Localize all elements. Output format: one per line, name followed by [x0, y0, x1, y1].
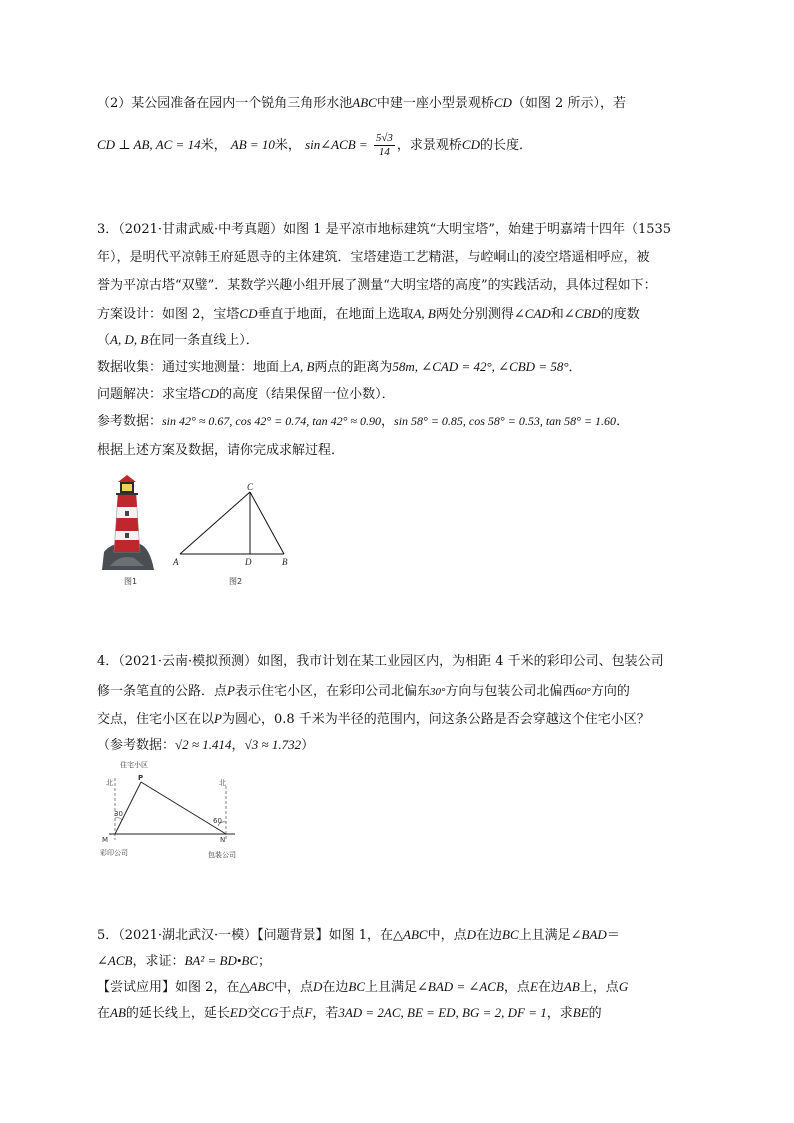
q2-line-2: CD ⊥ AB, AC = 14米， AB = 10米， sin∠ACB = $\frac{5√3}{14}$ ，求景观桥CD的长度．	[97, 132, 532, 158]
q4-line-2: 修一条笔直的公路．点P表示住宅小区，在彩印公司北偏东30°方向与包装公司北偏西60°方向的	[97, 683, 630, 699]
q3-line-9: 根据上述方案及数据，请你完成求解过程．	[97, 443, 345, 458]
figure1-caption: 图1	[124, 577, 138, 586]
triangle-figure	[160, 480, 300, 570]
q5-line-4: 在AB的延长线上，延长ED交CG于点F，若3AD = 2AC, BE = ED, BG = 2, DF = 1，求BE的	[97, 1005, 602, 1021]
q5-line-3: 【尝试应用】如图 2，在△ABC中，点D在边BC上且满足∠BAD = ∠ACB，点E在边AB上，点G	[97, 979, 629, 995]
north-label-right: 北	[219, 779, 226, 787]
q4-line-1: 4．（2021·云南·模拟预测）如图，我市计划在某工业园区内，为相距 4 千米的彩印公司、包装公司	[97, 654, 664, 669]
lighthouse-figure	[100, 474, 156, 572]
lighthouse-roof	[118, 475, 136, 482]
point-label-m: M	[102, 836, 109, 844]
q3-line-1: 3．（2021·甘肃武威·中考真题）如图 1 是平凉市地标建筑“大明宝塔”，始建于明嘉靖十四年（1535	[97, 222, 672, 237]
printing-company-label: 彩印公司	[100, 849, 128, 857]
point-label-d: D	[245, 557, 252, 567]
q3-line-8: 参考数据：sin 42° ≈ 0.67, cos 42° = 0.74, tan 42° ≈ 0.90，sin 58° = 0.85, cos 58° = 0.53, tan 58° = 1.60．	[97, 414, 630, 429]
point-label-c: C	[247, 482, 254, 492]
q5-line-1: 5．（2021·湖北武汉·一模）【问题背景】如图 1，在△ABC中，点D在边BC上且满足∠BAD＝	[97, 927, 620, 943]
point-label-n: N	[220, 836, 226, 844]
q3-line-2: 年），是明代平凉韩王府延恩寺的主体建筑．宝塔建造工艺精湛，与崆峒山的凌空塔遥相呼应，被	[97, 250, 650, 265]
q3-line-5: （A, D, B在同一条直线上）．	[97, 332, 259, 348]
q3-line-7: 问题解决：求宝塔CD的高度（结果保留一位小数）．	[97, 386, 395, 402]
packaging-company-label: 包装公司	[208, 851, 236, 859]
residential-label: 住宅小区	[120, 761, 148, 769]
q2-line-1: （2）某公园准备在园内一个锐角三角形水池ABC中建一座小型景观桥CD（如图 2 所示），若	[97, 95, 626, 111]
q3-line-4: 方案设计：如图 2，宝塔CD垂直于地面，在地面上选取A, B两处分别测得∠CAD和∠CBD的度数	[97, 306, 640, 322]
point-label-b: B	[282, 557, 288, 567]
q3-line-6: 数据收集：通过实地测量：地面上A, B两点的距离为58m, ∠CAD = 42°, ∠CBD = 58°．	[97, 359, 582, 375]
q5-line-2: ∠ACB，求证：BA² = BD•BC；	[97, 953, 272, 969]
sin-fraction: $\frac{5√3}{14}$	[375, 132, 393, 158]
angle-60-label: 60	[213, 817, 222, 825]
q4-line-4: （参考数据：√2 ≈ 1.414，√3 ≈ 1.732）	[97, 737, 315, 753]
q4-line-3: 交点，住宅小区在以P为圆心，0.8 千米为半径的范围内，问这条公路是否会穿越这个住宅小区？	[97, 711, 650, 727]
north-label-left: 北	[106, 779, 113, 787]
q3-line-3: 誉为平凉古塔“双璧”．某数学兴趣小组开展了测量“大明宝塔的高度”的实践活动，具体过程如下：	[97, 278, 657, 293]
angle-30-label: 30	[114, 810, 123, 818]
point-label-p: P	[138, 774, 144, 782]
point-label-a: A	[173, 557, 179, 567]
figure2-caption: 图2	[229, 577, 243, 586]
